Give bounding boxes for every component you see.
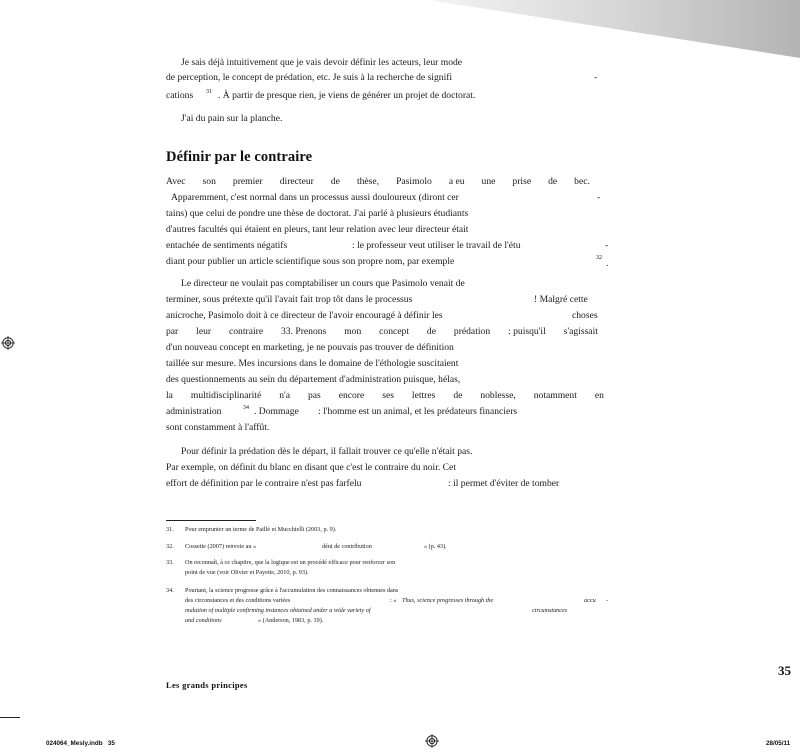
body-text-line: cations: [166, 90, 194, 101]
body-text-line: d'un nouveau concept en marketing, je ne pouvais pas trouver de définition: [166, 342, 454, 353]
body-text-line: ! Malgré cette: [534, 294, 588, 305]
word: noblesse,: [480, 390, 516, 401]
footnote-text: déni de contribution: [322, 543, 372, 550]
body-text-line: entachée de sentiments négatifs: [166, 240, 288, 251]
word: 33. Prenons: [280, 326, 327, 337]
body-text-line: administration: [166, 406, 222, 417]
body-text-line: Pour définir la prédation dès le départ, il fallait trouver ce qu'elle n'était pas.: [181, 446, 473, 457]
word: : puisqu'il: [508, 326, 546, 337]
word: de: [426, 326, 436, 337]
word: n'a: [279, 390, 290, 401]
word: notamment: [533, 390, 577, 401]
body-text-line: : l'homme est un animal, et les prédateurs financiers: [318, 406, 518, 417]
word: multidisciplinarité: [190, 390, 262, 401]
word: Avec: [166, 176, 186, 187]
word: encore: [338, 390, 365, 401]
word: ses: [382, 390, 394, 401]
footnote-number: 33.: [166, 559, 174, 566]
word: de: [330, 176, 340, 187]
word: bec.: [574, 176, 590, 187]
hyphen: -: [594, 72, 598, 83]
registration-mark-icon: [1, 336, 15, 350]
word: thèse,: [356, 176, 380, 187]
word: en: [594, 390, 604, 401]
footnote-text: Thus, science progresses through the: [402, 597, 494, 604]
footnote-number: 34.: [166, 587, 174, 594]
body-text-line: d'autres facultés qui étaient en pleurs, tant leur relation avec leur directeur était: [166, 224, 469, 235]
hyphen: -: [597, 192, 601, 203]
slug-date: 28/05/11: [766, 740, 791, 747]
slug-filename: 024064_Mesly.indb 35: [46, 740, 115, 747]
word: prise: [512, 176, 532, 187]
body-text-line: Le directeur ne voulait pas comptabiliser un cours que Pasimolo venait de: [181, 278, 465, 289]
footnote-text: circumstances: [532, 607, 568, 614]
body-text-line: de perception, le concept de prédation, etc. Je suis à la recherche de signifi: [166, 72, 453, 83]
body-text-line: sont constamment à l'affût.: [166, 422, 270, 433]
crop-mark: [0, 717, 20, 718]
section-heading: Définir par le contraire: [166, 149, 313, 165]
footnote-text: » (Anderson, 1983, p. 19).: [258, 617, 324, 624]
word: son: [202, 176, 216, 187]
footnote-number: 32.: [166, 543, 174, 550]
word: contraire: [228, 326, 264, 337]
justified-line: [166, 326, 598, 338]
period: .: [606, 258, 609, 269]
footnote-text: Cossette (2007) renvoie au «: [185, 543, 257, 550]
body-text-line: J'ai du pain sur la planche.: [181, 113, 283, 124]
body-text-line: . Dommage: [254, 406, 299, 417]
body-text-line: tains) que celui de pondre une thèse de doctorat. J'ai parlé à plusieurs étudiants: [166, 208, 469, 219]
footnote-text: mulation of multiple confirming instances obtained under a wide variety of: [185, 607, 371, 614]
word: de: [548, 176, 558, 187]
word: une: [481, 176, 496, 187]
body-text-line: effort de définition par le contraire n'est pas farfelu: [166, 478, 362, 489]
registration-mark-icon: [425, 734, 439, 748]
footnote-text: » (p. 43).: [424, 543, 447, 550]
body-text-line: terminer, sous prétexte qu'il l'avait fait trop tôt dans le processus: [166, 294, 413, 305]
word: lettres: [411, 390, 436, 401]
justified-line: [166, 176, 590, 188]
word: directeur: [279, 176, 314, 187]
body-text-line: diant pour publier un article scientifique sous son propre nom, par exemple: [166, 256, 455, 267]
hyphen: -: [605, 240, 609, 251]
word: Pasimolo: [396, 176, 432, 187]
footnote-text: and conditions: [185, 617, 222, 624]
footnote-text: Pourtant, la science progresse grâce à l'accumulation des connaissances obtenues dans: [185, 587, 399, 594]
footnote-number: 31.: [166, 526, 174, 533]
body-text-line: choses: [572, 310, 598, 321]
word: premier: [232, 176, 263, 187]
footnote-separator: [166, 520, 256, 521]
word: pas: [307, 390, 321, 401]
body-text-line: . À partir de presque rien, je viens de générer un projet de doctorat.: [218, 90, 476, 101]
footnote-text: point de vue (voir Olivier et Payette, 2010, p. 93).: [185, 569, 309, 576]
footnote-ref-32: 32: [596, 255, 602, 261]
body-text-line: anicroche, Pasimolo doit à ce directeur de l'avoir encouragé à définir les: [166, 310, 443, 321]
word: par: [166, 326, 179, 337]
body-text-line: Par exemple, on définit du blanc en disant que c'est le contraire du noir. Cet: [166, 462, 456, 473]
page-number: 35: [778, 663, 791, 678]
body-text-line: : le professeur veut utiliser le travail de l'étu: [352, 240, 521, 251]
word: la: [166, 390, 173, 401]
body-text-line: des questionnements au sein du département d'administration puisque, hélas,: [166, 374, 461, 385]
justified-line: [166, 390, 604, 402]
word: leur: [196, 326, 212, 337]
footnote-ref-31: 31: [206, 89, 212, 95]
footnote-text: Pour emprunter un terme de Paillé et Mucchielli (2003, p. 9).: [185, 526, 337, 533]
body-text-line: taillée sur mesure. Mes incursions dans le domaine de l'éthologie suscitaient: [166, 358, 459, 369]
word: prédation: [453, 326, 491, 337]
word: s'agissait: [563, 326, 598, 337]
footnote-text: des circonstances et des conditions variées: [185, 597, 291, 604]
footnote-ref-34: 34: [243, 405, 249, 411]
word: mon: [344, 326, 362, 337]
footnote-text: On reconnaît, à ce chapitre, que la logique est un procédé efficace pour renforcer son: [185, 559, 396, 566]
body-text-line: Je sais déjà intuitivement que je vais devoir définir les acteurs, leur mode: [181, 57, 463, 68]
running-footer: Les grands principes: [166, 680, 248, 690]
body-text-line: Apparemment, c'est normal dans un processus aussi douloureux (diront cer: [171, 192, 459, 203]
word: a eu: [448, 176, 465, 187]
body-text-line: : il permet d'éviter de tomber: [448, 478, 560, 489]
word: de: [453, 390, 463, 401]
hyphen: -: [606, 597, 609, 604]
word: concept: [379, 326, 410, 337]
footnote-text: : «: [390, 597, 397, 604]
footnote-text: accu: [584, 597, 596, 604]
